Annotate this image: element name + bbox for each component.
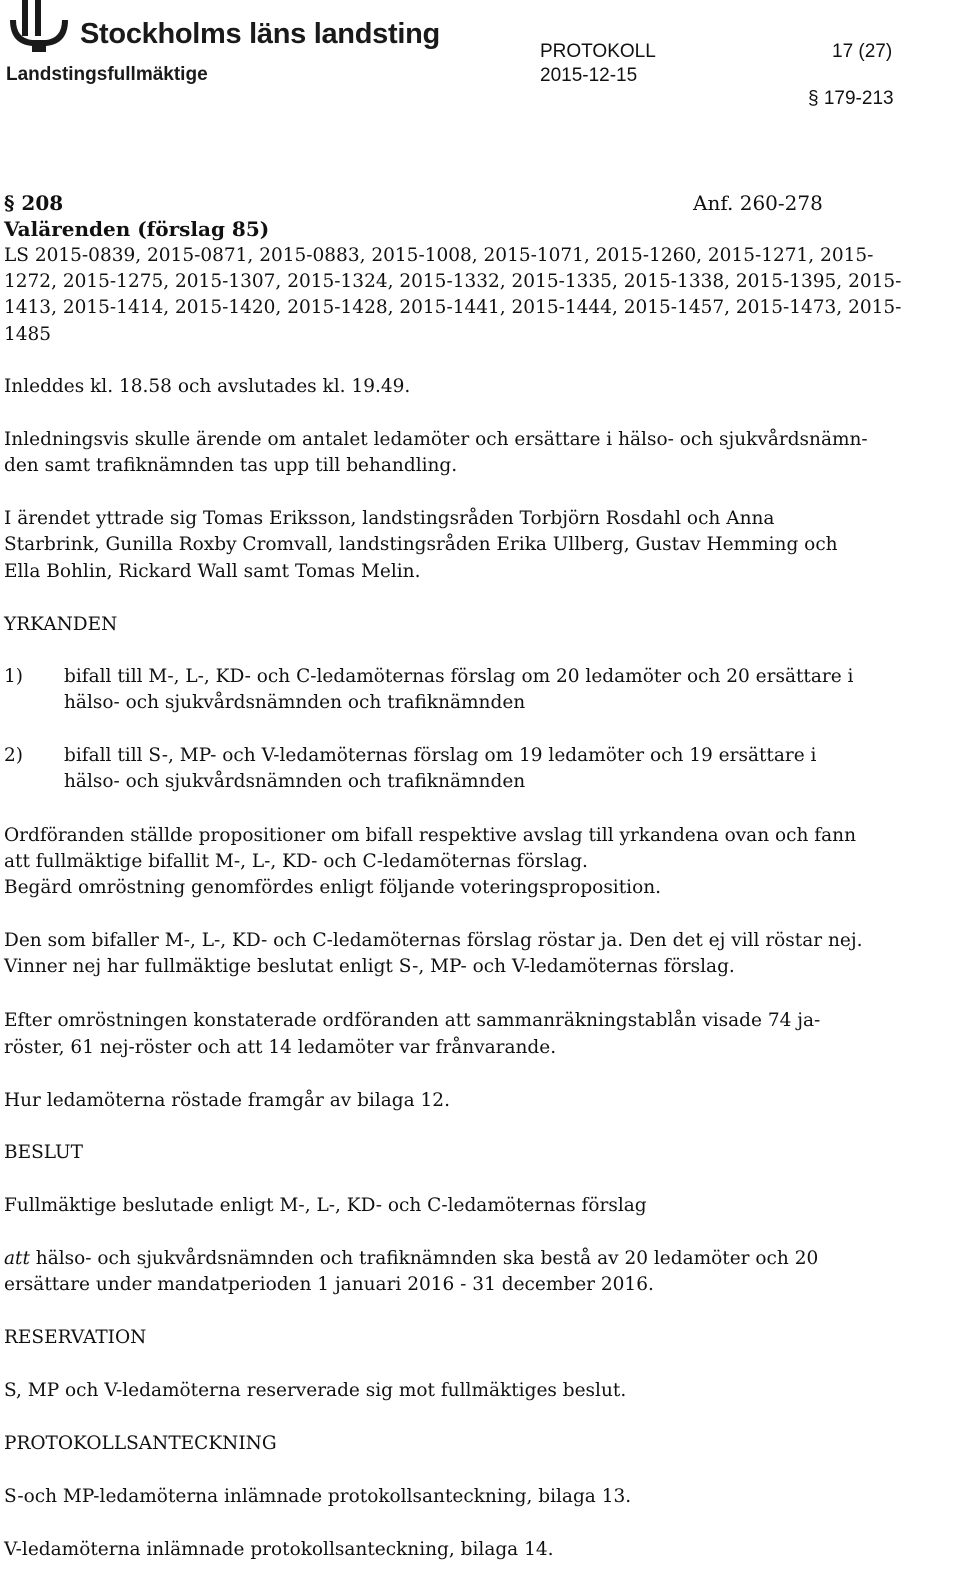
att-clause-line	[4, 1248, 818, 1269]
protokollsanteckning-heading: PROTOKOLLSANTECKNING	[4, 1433, 277, 1454]
beslut-text: Fullmäktige beslutade enligt M-, L-, KD- och C-ledamöternas förslag	[4, 1195, 647, 1216]
yrkande-line: hälso- och sjukvårdsnämnden och trafiknämnden	[64, 692, 526, 713]
document-type: PROTOKOLL	[540, 41, 656, 62]
votering-line: Vinner nej har fullmäktige beslutat enligt S-, MP- och V-ledamöternas förslag.	[4, 956, 735, 977]
att-word: att	[4, 1248, 30, 1269]
intro-line: Inledningsvis skulle ärende om antalet ledamöter och ersättare i hälso- och sjukvårdsnämn-	[4, 429, 868, 450]
organization-body: Landstingsfullmäktige	[6, 64, 208, 85]
reservation-text: S, MP och V-ledamöterna reserverade sig mot fullmäktiges beslut.	[4, 1380, 627, 1401]
protokollsanteckning-text: S-och MP-ledamöterna inlämnade protokollsanteckning, bilaga 13.	[4, 1486, 632, 1507]
anforande-range: Anf. 260-278	[693, 191, 823, 215]
case-number-line: 1485	[4, 324, 52, 345]
att-clause-text: hälso- och sjukvårdsnämnden och trafiknämnden ska bestå av 20 ledamöter och 20	[29, 1248, 819, 1269]
proposition-line: Begärd omröstning genomfördes enligt följande voteringsproposition.	[4, 877, 662, 898]
yrkande-number: 1)	[4, 666, 23, 687]
protokollsanteckning-text: V-ledamöterna inlämnade protokollsanteckning, bilaga 14.	[4, 1539, 554, 1560]
reservation-heading: RESERVATION	[4, 1327, 147, 1348]
yrkande-line: hälso- och sjukvårdsnämnden och trafiknämnden	[64, 771, 526, 792]
beslut-heading: BESLUT	[4, 1142, 83, 1163]
section-subject: Valärenden (förslag 85)	[4, 217, 270, 241]
yrkande-number: 2)	[4, 745, 23, 766]
proposition-line: att fullmäktige bifallit M-, L-, KD- och C-ledamöternas förslag.	[4, 851, 588, 872]
result-line: Efter omröstningen konstaterade ordföranden att sammanräkningstablån visade 74 ja-	[4, 1010, 821, 1031]
proposition-line: Ordföranden ställde propositioner om bifall respektive avslag till yrkandena ovan och fann	[4, 825, 856, 846]
session-time: Inleddes kl. 18.58 och avslutades kl. 19.49.	[4, 376, 411, 397]
organization-name: Stockholms läns landsting	[80, 18, 440, 50]
yrkande-line: bifall till M-, L-, KD- och C-ledamöternas förslag om 20 ledamöter och 20 ersättare i	[64, 666, 854, 687]
votering-line: Den som bifaller M-, L-, KD- och C-ledamöternas förslag röstar ja. Den det ej vill röstar nej.	[4, 930, 863, 951]
att-clause-line: ersättare under mandatperioden 1 januari 2016 - 31 december 2016.	[4, 1274, 654, 1295]
intro-line: den samt trafiknämnden tas upp till behandling.	[4, 455, 458, 476]
speakers-line: Starbrink, Gunilla Roxby Cromvall, landstingsråden Erika Ullberg, Gustav Hemming och	[4, 534, 838, 555]
case-number-line: 1272, 2015-1275, 2015-1307, 2015-1324, 2015-1332, 2015-1335, 2015-1338, 2015-1395, 2015-	[4, 271, 902, 292]
yrkande-line: bifall till S-, MP- och V-ledamöternas förslag om 19 ledamöter och 19 ersättare i	[64, 745, 817, 766]
section-number: § 208	[4, 191, 64, 215]
section-range: § 179-213	[808, 88, 894, 109]
document-date: 2015-12-15	[540, 65, 638, 86]
speakers-line: I ärendet yttrade sig Tomas Eriksson, landstingsråden Torbjörn Rosdahl och Anna	[4, 508, 775, 529]
result-line: röster, 61 nej-röster och att 14 ledamöter var frånvarande.	[4, 1037, 557, 1058]
bilaga-12-note: Hur ledamöterna röstade framgår av bilaga 12.	[4, 1090, 450, 1111]
case-number-line: 1413, 2015-1414, 2015-1420, 2015-1428, 2015-1441, 2015-1444, 2015-1457, 2015-1473, 2015-	[4, 297, 902, 318]
speakers-line: Ella Bohlin, Rickard Wall samt Tomas Melin.	[4, 561, 421, 582]
case-number-line: LS 2015-0839, 2015-0871, 2015-0883, 2015-1008, 2015-1071, 2015-1260, 2015-1271, 2015-	[4, 245, 874, 266]
landsting-logo	[8, 0, 70, 52]
yrkanden-heading: YRKANDEN	[4, 614, 118, 635]
page-number: 17 (27)	[832, 41, 893, 62]
